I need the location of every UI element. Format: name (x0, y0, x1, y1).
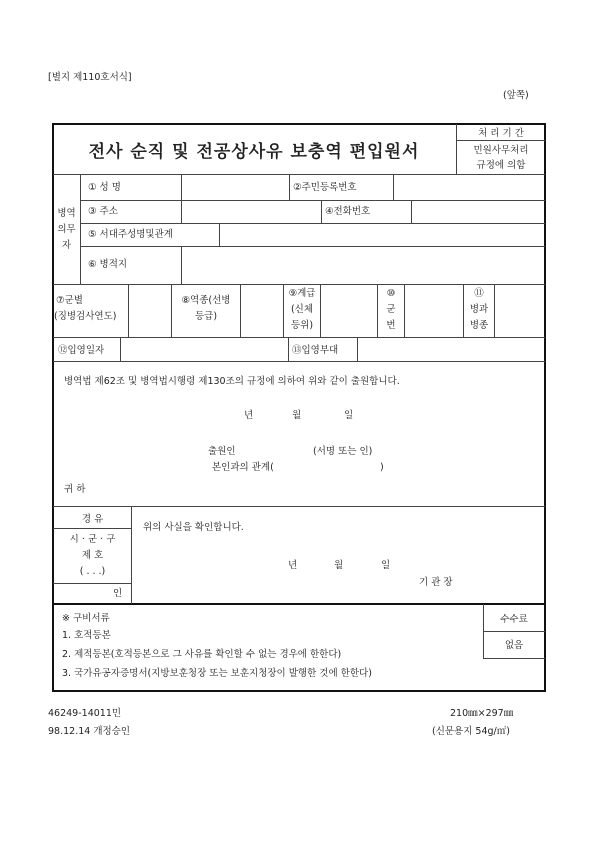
enlist-unit-field[interactable] (358, 338, 544, 361)
processing-period-value-1: 민원사무처리 (473, 145, 529, 156)
resident-id-label: ②주민등록번호 (293, 182, 357, 193)
agency-head-label: 기 관 장 (419, 577, 453, 588)
via-label: 경 유 (81, 514, 104, 525)
processing-period-label: 처 리 기 간 (478, 128, 524, 139)
enlist-date-field[interactable] (121, 338, 287, 361)
service-number-label-1: ⑩ (386, 288, 396, 299)
form-title: 전사 순직 및 전공상사유 보충역 편입원서 (88, 142, 420, 162)
applicant-section-label-2: 의무 (57, 224, 76, 235)
relation-field[interactable] (290, 461, 378, 475)
branch-label-2: (징병검사연도) (54, 311, 117, 322)
page-side: (앞쪽) (503, 90, 529, 101)
fee-label: 수수료 (500, 614, 528, 625)
specialty-label-2: 병과 (469, 304, 489, 315)
domicile-label: ⑥ 병적지 (88, 259, 128, 270)
paper-type: (신문용지 54g/㎡) (432, 726, 510, 737)
address-field[interactable] (182, 201, 320, 223)
name-label: ① 성 명 (88, 182, 121, 193)
form-approval: 98.12.14 개정승인 (48, 726, 131, 737)
confirm-date-month: 월 (334, 560, 344, 571)
name-field[interactable] (182, 175, 288, 200)
relation-close: ) (380, 462, 384, 473)
confirm-date-year: 년 (288, 560, 298, 571)
resident-id-field[interactable] (394, 175, 544, 200)
household-head-field[interactable] (220, 224, 544, 246)
required-document-item: 2. 제적등본(호적등본으로 그 사유를 확인할 수 없는 경우에 한한다) (62, 649, 342, 660)
specialty-field[interactable] (495, 285, 544, 337)
via-seal: 인 (113, 588, 123, 599)
via-office-line-1: 시 · 군 · 구 (69, 534, 116, 545)
household-head-label: ⑤ 서대주성명및관계 (88, 229, 173, 240)
processing-period-value-2: 규정에 의함 (476, 160, 526, 171)
via-office-line-3: ( . . .) (79, 566, 106, 577)
application-date-year: 년 (244, 410, 254, 421)
relation-label: 본인과의 관계( (212, 462, 274, 473)
application-date-day: 일 (344, 410, 354, 421)
rank-label-1: ⑨계급 (288, 288, 316, 299)
phone-label: ④전화번호 (325, 206, 371, 217)
branch-field[interactable] (129, 285, 170, 337)
confirm-text: 위의 사실을 확인합니다. (143, 522, 244, 533)
enlist-unit-label: ⑬입영부대 (292, 345, 339, 356)
specialty-label-1: ⑪ (474, 288, 484, 299)
application-statement: 병역법 제62조 및 병역법시행령 제130조의 규정에 의하여 위와 같이 출원합니다. (64, 376, 400, 387)
required-document-item: 3. 국가유공자증명서(지방보훈청장 또는 보훈지청장이 발행한 것에 한한다) (62, 668, 372, 679)
service-class-label-1: ⑧역종(선병 (181, 295, 231, 306)
frame-left (52, 123, 54, 604)
service-number-label-3: 번 (386, 320, 396, 331)
signature-note: (서명 또는 인) (313, 446, 373, 457)
rank-label-2: (신체 (290, 304, 314, 315)
domicile-field[interactable] (182, 247, 544, 284)
rank-label-3: 등위) (290, 320, 314, 331)
rank-field[interactable] (321, 285, 376, 337)
phone-field[interactable] (412, 201, 544, 223)
frame-bottom-main (52, 603, 546, 605)
applicant-signer-label: 출원인 (208, 446, 236, 457)
paper-size: 210㎜×297㎜ (450, 708, 514, 719)
fee-value: 없음 (504, 640, 524, 651)
applicant-section-label-1: 병역 (57, 208, 76, 219)
form-number: [별지 제110호서식] (48, 72, 132, 83)
recipient-label: 귀 하 (64, 484, 86, 495)
specialty-label-3: 병종 (469, 320, 489, 331)
service-class-label-2: 등급) (194, 311, 218, 322)
form-code: 46249-14011민 (48, 708, 122, 719)
service-class-field[interactable] (241, 285, 282, 337)
branch-label-1: ⑦군별 (56, 295, 83, 306)
frame-top (52, 123, 546, 125)
service-number-label-2: 군 (386, 304, 396, 315)
application-date-month: 월 (292, 410, 302, 421)
via-office-line-2: 제 호 (81, 550, 104, 561)
required-documents-title: ※ 구비서류 (62, 613, 110, 624)
confirm-date-day: 일 (381, 560, 391, 571)
service-number-field[interactable] (405, 285, 462, 337)
enlist-date-label: ⑫입영일자 (58, 345, 105, 356)
frame-right (544, 123, 546, 604)
address-label: ③ 주소 (88, 206, 118, 217)
required-document-item: 1. 호적등본 (62, 630, 111, 641)
applicant-section-label-3: 자 (61, 240, 72, 251)
